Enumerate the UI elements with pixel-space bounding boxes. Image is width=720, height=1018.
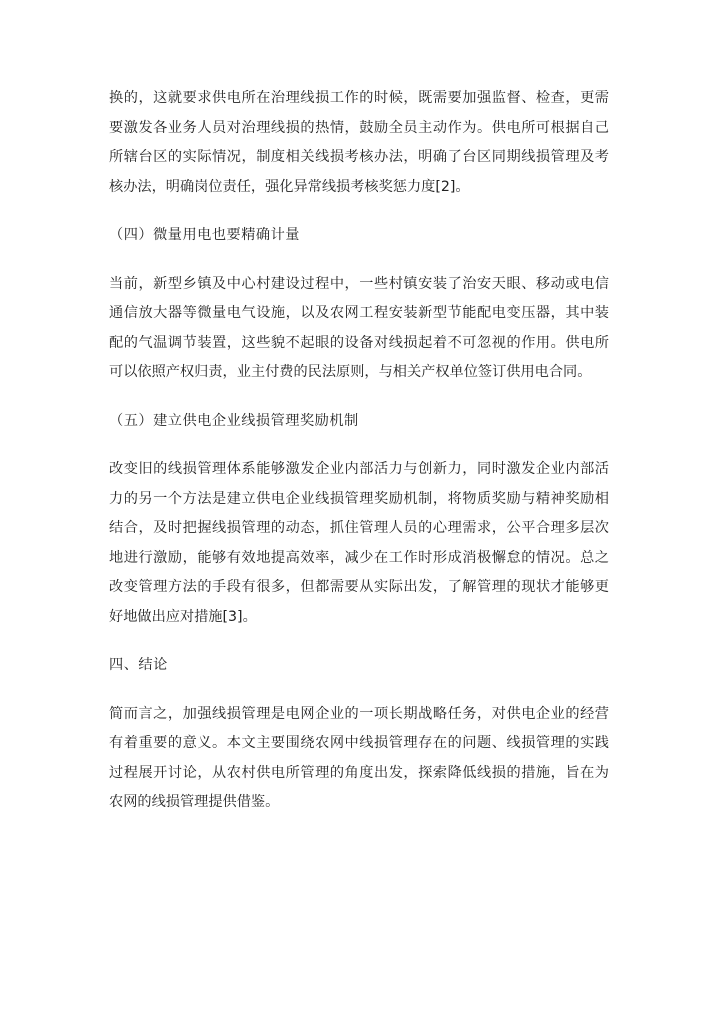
paragraph-gap — [109, 632, 609, 651]
paragraph-gap — [109, 388, 609, 407]
section-heading-conclusion — [109, 651, 609, 681]
section-heading-4 — [109, 221, 609, 251]
text-line: 配的气温调节装置，这些貌不起眼的设备对线损起着不可忽视的作用。供电所 — [109, 334, 609, 351]
text-line: 改变管理方法的手段有很多，但都需要从实际出发，了解管理的现状才能够更 — [109, 579, 609, 595]
text-line: 可以依照产权归责，业主付费的民法原则，与相关产权单位签订供用电合同。 — [109, 364, 592, 380]
heading-text: （五）建立供电企业线损管理奖励机制 — [109, 412, 359, 429]
text-line: 有着重要的意义。本文主要围绕农网中线损管理存在的问题、线损管理的实践 — [109, 735, 609, 751]
paragraph-micro-consumption — [109, 270, 609, 388]
paragraph-line-loss-responsibility — [109, 84, 609, 202]
paragraph-gap — [109, 681, 609, 700]
text-line: 简而言之，加强线损管理是电网企业的一项长期战略任务，对供电企业的经营 — [109, 705, 609, 722]
text-line: 要激发各业务人员对治理线损的热情，鼓励全员主动作为。供电所可根据自己 — [109, 119, 609, 136]
text-line: 农网的线损管理提供借鉴。 — [109, 794, 280, 810]
heading-text: 四、结论 — [109, 657, 168, 673]
text-line: 当前，新型乡镇及中心村建设过程中，一些村镇安装了治安天眼、移动或电信 — [109, 275, 609, 292]
text-line: 过程展开讨论，从农村供电所管理的角度出发，探索降低线损的措施，旨在为 — [109, 764, 609, 781]
text-line: 结合，及时把握线损管理的动态，抓住管理人员的心理需求，公平合理多层次 — [109, 520, 609, 536]
text-line: 换的，这就要求供电所在治理线损工作的时候，既需要加强监督、检查，更需 — [109, 90, 609, 106]
text-line: 好地做出应对措施[3]。 — [109, 608, 257, 625]
paragraph-gap — [109, 251, 609, 270]
text-line: 核办法，明确岗位责任，强化异常线损考核奖惩力度[2]。 — [109, 178, 470, 195]
paragraph-conclusion — [109, 700, 609, 818]
text-line: 力的另一个方法是建立供电企业线损管理奖励机制，将物质奖励与精神奖励相 — [109, 490, 609, 507]
paragraph-gap — [109, 202, 609, 221]
paragraph-gap — [109, 436, 609, 455]
document-page — [109, 84, 609, 818]
text-line: 所辖台区的实际情况，制度相关线损考核办法，明确了台区同期线损管理及考 — [109, 149, 609, 165]
paragraph-incentive-mechanism — [109, 455, 609, 632]
section-heading-5 — [109, 407, 609, 437]
text-line: 改变旧的线损管理体系能够激发企业内部活力与创新力，同时激发企业内部活 — [109, 461, 609, 477]
heading-text: （四）微量用电也要精确计量 — [109, 227, 300, 243]
text-line: 通信放大器等微量电气设施，以及农网工程安装新型节能配电变压器，其中装 — [109, 305, 609, 321]
text-line: 地进行激励，能够有效地提高效率，减少在工作时形成消极懈怠的情况。总之 — [109, 549, 609, 566]
